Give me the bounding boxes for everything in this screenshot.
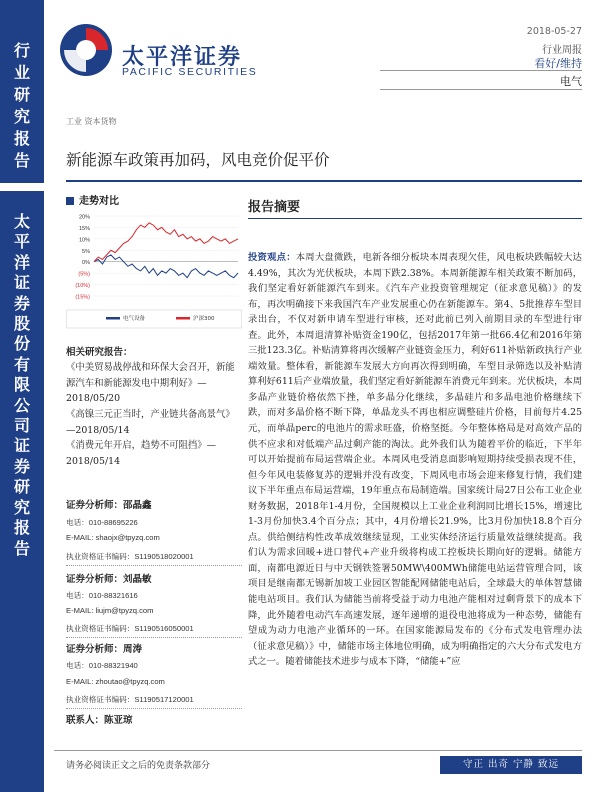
legend-label: 电气设备 [123,316,146,322]
y-tick-label: (5%) [78,271,90,278]
legend-box [67,310,242,328]
analyst-email[interactable]: E-MAIL: liujm@tpyzq.com [66,606,154,615]
legend-swatch [176,317,190,320]
y-tick-label: 5% [82,248,90,255]
y-tick-label: (10%) [75,283,90,290]
sidebar-report-label [0,40,44,172]
y-tick-label: 20% [78,214,90,221]
summary-text: 本周大盘微跌，电新各细分板块本周表现欠佳，风电板块跌幅较大达4.49%，其次为光伏板块，本周下跌2.38%。本周新能源车相关政策不断加码，我们坚定看好新能源汽车到来。《汽车产业投资管理规定（征求意见稿）》的发布，再次明确接下来我国汽车产业发展重心仍在新能源车。第4、5批推荐车型目录出台，不仅对新申请车型进行审核，还对此前已列入前期目录的车型进行审查。此外，本周退清算补贴资金190亿，包括2017年第一批66.4亿和2016年第三批123.3亿。补贴清算将再次缓解产业链资金压力，利好611补贴新政执行产业端效量。整体看，新能源车发展大方向再次得到明确，车型目录筛选以及补贴清算利好611后产业端放量，我们坚定看好新能源车消费元年到来。光伏板块，本周多晶产业链价格依然下挫，单多晶分化继续，多晶硅片和多晶电池价格继续下跌，而对多晶价格不断下降，单晶龙头不再也相应调整硅片价格，目前每片4.25元，而单晶perc的电池片的需求旺盛，价格坚挺。今年整体格局是对高效产品的供不应求和对低端产品过剩产能的淘汰。此外我们认为随着平价的临近，下半年可以开始提前布局运营端企业。本周风电受消息面影响短期持续受损表现不佳，但今年风电装修复苏的逻辑并没有改变，下周风电市场会迎来修复行情，我们建议下半年重点布局运营端，19年重点布局制造端。国家统计局27日公布工业企业财务数据，2018年1-4月份，全国规模以上工业企业利润同比增长15%，增速比1-3月份加快3.4个百分点；其中，4月份增长21.9%，比3月份加快18.8个百分点。供给侧结构性改革成效继续显现，工业实体经济运行质量效益继续提高。我们认为需求回暖+进口替代+产业升级将构成工控板块长期向好的逻辑。储能方面，南都电源近日与中天钢铁签署50MW\400MWh储能电站运营管理合同，该项目是继南都无锡新加坡工业园区智能配网储能电站后，全球最大的单体智慧储能电站项目。我们认为储能当前将受益于动力电池产能相对过剩背景下的成本下降，此外随着电动汽车高速发展，逐年递增的退役电池将成为一种态势，储能有望成为动力电池产业循环的一环。在国家能源局发布的《分布式发电管理办法（征求意见稿）》中，储能市场主体地位明确，成为明确指定的六大分布式发电方式之一。随着储能技术进步与成本下降，“储能+”应 [248,252,582,668]
trend-heading: 走势对比 [66,192,119,207]
analyst-name: 证券分析师：刘晶敏 [66,574,152,585]
sidebar-char: 告 [13,151,30,170]
summary-divider [248,218,582,219]
trend-chart [66,210,242,334]
sidebar-char: 报 [13,518,30,538]
sidebar-char: 公 [13,395,30,415]
sidebar-char: 洋 [13,252,30,272]
y-tick-label: 15% [78,225,90,232]
brand-name-en: PACIFIC SECURITIES [122,66,258,78]
footer-divider [54,750,582,751]
sidebar-char: 行 [13,41,30,60]
title-divider [66,180,582,182]
page-title: 新能源车政策再加码，风电竞价促平价 [66,151,330,169]
summary-heading: 报告摘要 [248,200,301,215]
analyst-divider [66,565,242,566]
summary-body [248,250,582,670]
footer-motto: 守正 出奇 宁静 致远 [440,756,582,774]
sidebar-char: 份 [13,334,30,354]
y-tick-label: 0% [82,260,90,267]
analyst-email[interactable]: E-MAIL: zhoutao@tpyzq.com [66,677,165,686]
header-divider [380,89,582,90]
related-report-item[interactable]: 《中美贸易战停战和环保大会召开，新能源汽车和新能源发电中期利好》—2018/05/20 [66,362,235,404]
report-date: 2018-05-27 [526,26,582,37]
analyst-cert: 执业资格证书编码：S1190518020001 [66,552,194,561]
sidebar-char: 究 [13,497,30,517]
series-line [94,255,238,278]
analyst-name: 证券分析师：邵晶鑫 [66,500,152,511]
sidebar-char: 限 [13,375,30,395]
header-divider [380,70,582,71]
y-tick-label: 10% [78,237,90,244]
analyst-email[interactable]: E-MAIL: shaojx@tpyzq.com [66,533,160,542]
sidebar-char: 司 [13,416,30,436]
sidebar-char: 业 [13,63,30,82]
analyst-phone: 电话：010-88695226 [66,518,138,527]
breadcrumb: 工业 资本货物 [66,117,117,126]
sidebar-separator [0,183,44,191]
brand-logo-icon [58,22,114,78]
sidebar-char: 平 [13,232,30,252]
sidebar-char: 太 [13,212,30,231]
related-heading: 相关研究报告： [66,347,133,358]
sidebar-company-label [0,212,44,559]
related-report-item[interactable]: 《高镍三元正当时，产业链共备高景气》—2018/05/14 [66,409,235,436]
footer-disclaimer: 请务必阅读正文之后的免责条款部分 [66,761,211,771]
sidebar-char: 有 [13,354,30,374]
rating: 看好/维持 [534,57,582,70]
summary-lead: 投资观点： [248,252,296,263]
analyst-divider [66,637,242,638]
sidebar-char: 券 [13,456,30,476]
legend-label: 沪深300 [193,316,215,322]
y-tick-label: (15%) [75,294,90,301]
analyst-cert: 执业资格证书编码：S1190517120001 [66,695,194,704]
sidebar-char: 告 [13,538,30,558]
sidebar-char: 研 [13,477,30,497]
analyst-phone: 电话：010-88321616 [66,591,138,600]
related-report-item[interactable]: 《消费元年开启，趋势不可阻挡》—2018/05/14 [66,440,217,467]
report-type: 行业周报 [542,45,582,56]
brand-name-cn: 太平洋证券 [122,45,243,70]
sidebar-char: 证 [13,436,30,456]
analyst-phone: 电话：010-88321940 [66,661,138,670]
sidebar-char: 证 [13,273,30,293]
sidebar-char: 究 [13,107,30,126]
analyst-divider [66,708,242,709]
contact-person: 联系人：陈亚琼 [66,715,133,726]
sidebar-char: 研 [13,85,30,104]
sidebar-char: 券 [13,293,30,313]
analyst-name: 证券分析师：周涛 [66,644,143,655]
sidebar-char: 报 [13,129,30,148]
sidebar-char: 股 [13,314,30,334]
series-line [94,223,238,262]
legend-swatch [106,317,120,320]
sector: 电气 [560,75,582,88]
analyst-cert: 执业资格证书编码：S1190516050001 [66,624,194,633]
